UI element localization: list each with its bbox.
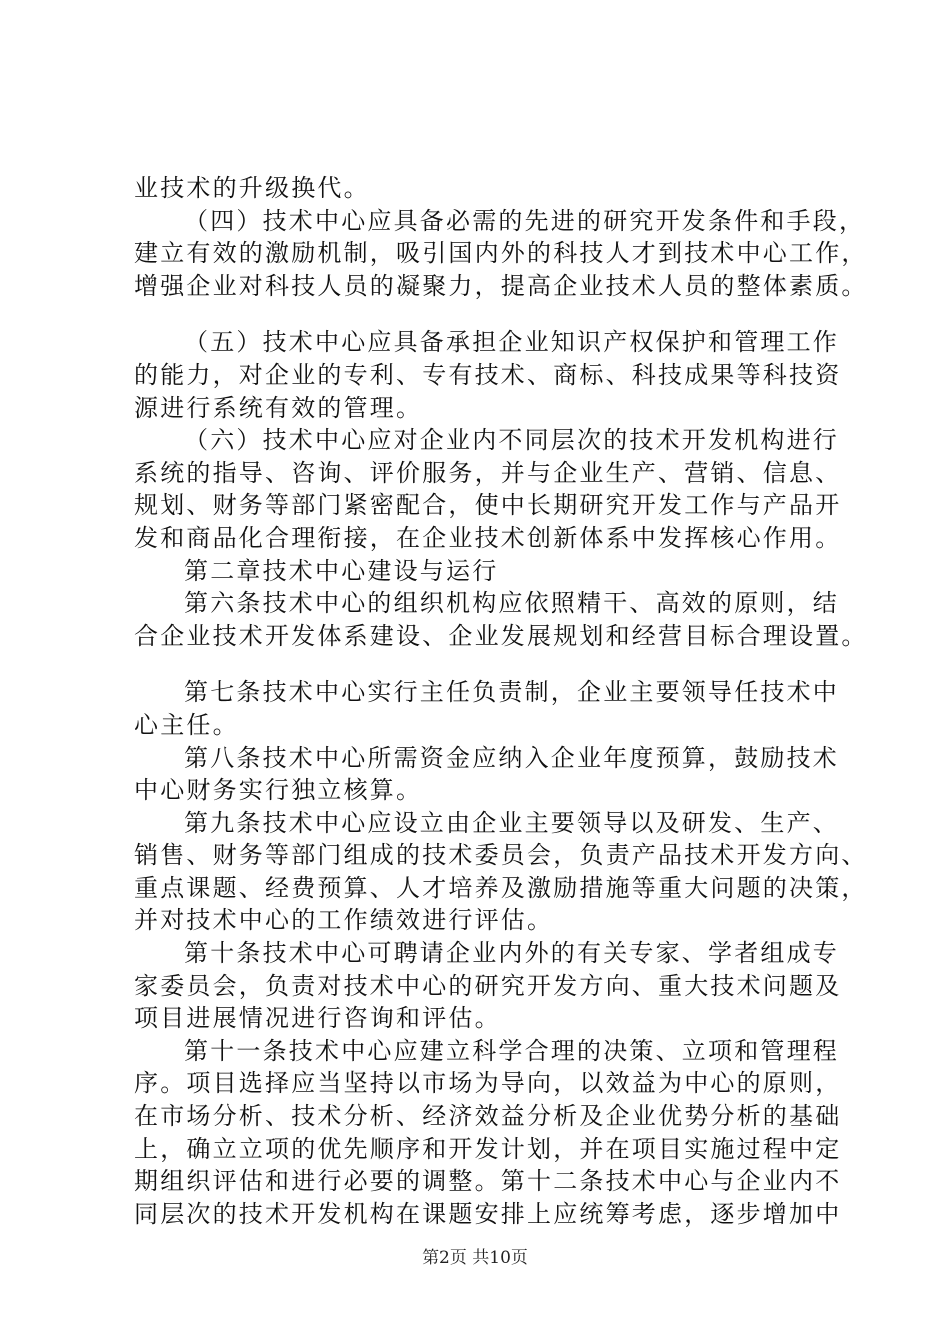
text-line: 销售、财务等部门组成的技术委员会，负责产品技术开发方向、 <box>134 841 868 870</box>
text-line: 源进行系统有效的管理。 <box>134 393 423 422</box>
text-line: 的能力，对企业的专利、专有技术、商标、科技成果等科技资 <box>134 360 842 389</box>
text-line: 序。项目选择应当坚持以市场为导向，以效益为中心的原则， <box>134 1069 842 1098</box>
text-line: 中心财务实行独立核算。 <box>134 776 423 805</box>
text-line: 期组织评估和进行必要的调整。第十二条技术中心与企业内不 <box>134 1167 842 1196</box>
text-line: 同层次的技术开发机构在课题安排上应统筹考虑，逐步增加中 <box>134 1199 842 1228</box>
text-line: 第九条技术中心应设立由企业主要领导以及研发、生产、 <box>184 808 839 837</box>
text-line: 在市场分析、技术分析、经济效益分析及企业优势分析的基础 <box>134 1102 842 1131</box>
text-line: 系统的指导、咨询、评价服务，并与企业生产、营销、信息、 <box>134 458 842 487</box>
text-line: 心主任。 <box>134 710 239 739</box>
paragraph-gap <box>134 652 846 676</box>
text-line: 第八条技术中心所需资金应纳入企业年度预算，鼓励技术 <box>184 743 839 772</box>
paragraph-gap <box>134 302 846 326</box>
text-line: 上，确立立项的优先顺序和开发计划，并在项目实施过程中定 <box>134 1134 842 1163</box>
text-line: （六）技术中心应对企业内不同层次的技术开发机构进行 <box>184 426 839 455</box>
text-line: 增强企业对科技人员的凝聚力，提高企业技术人员的整体素质。 <box>134 271 868 300</box>
text-line: 第十条技术中心可聘请企业内外的有关专家、学者组成专 <box>184 939 839 968</box>
page-footer: 第2页 共10页 <box>422 1248 528 1268</box>
text-line: 项目进展情况进行咨询和评估。 <box>134 1004 501 1033</box>
text-line: 并对技术中心的工作绩效进行评估。 <box>134 906 554 935</box>
document-body <box>134 172 868 1230</box>
text-line: 合企业技术开发体系建设、企业发展规划和经营目标合理设置。 <box>134 621 868 650</box>
text-line: 规划、财务等部门紧密配合，使中长期研究开发工作与产品开 <box>134 491 842 520</box>
text-line: 第七条技术中心实行主任负责制，企业主要领导任技术中 <box>184 678 839 707</box>
text-line: 第十一条技术中心应建立科学合理的决策、立项和管理程 <box>184 1036 839 1065</box>
text-line: 第六条技术中心的组织机构应依照精干、高效的原则，结 <box>184 589 839 618</box>
text-line: （四）技术中心应具备必需的先进的研究开发条件和手段， <box>184 206 866 235</box>
text-line: 第二章技术中心建设与运行 <box>184 556 499 585</box>
text-line: 建立有效的激励机制，吸引国内外的科技人才到技术中心工作， <box>134 239 868 268</box>
text-line: 业技术的升级换代。 <box>134 174 370 202</box>
text-line: 发和商品化合理衔接，在企业技术创新体系中发挥核心作用。 <box>134 523 842 552</box>
text-line: 重点课题、经费预算、人才培养及激励措施等重大问题的决策， <box>134 873 868 902</box>
text-line: 家委员会，负责对技术中心的研究开发方向、重大技术问题及 <box>134 971 842 1000</box>
text-line: （五）技术中心应具备承担企业知识产权保护和管理工作 <box>184 328 839 357</box>
